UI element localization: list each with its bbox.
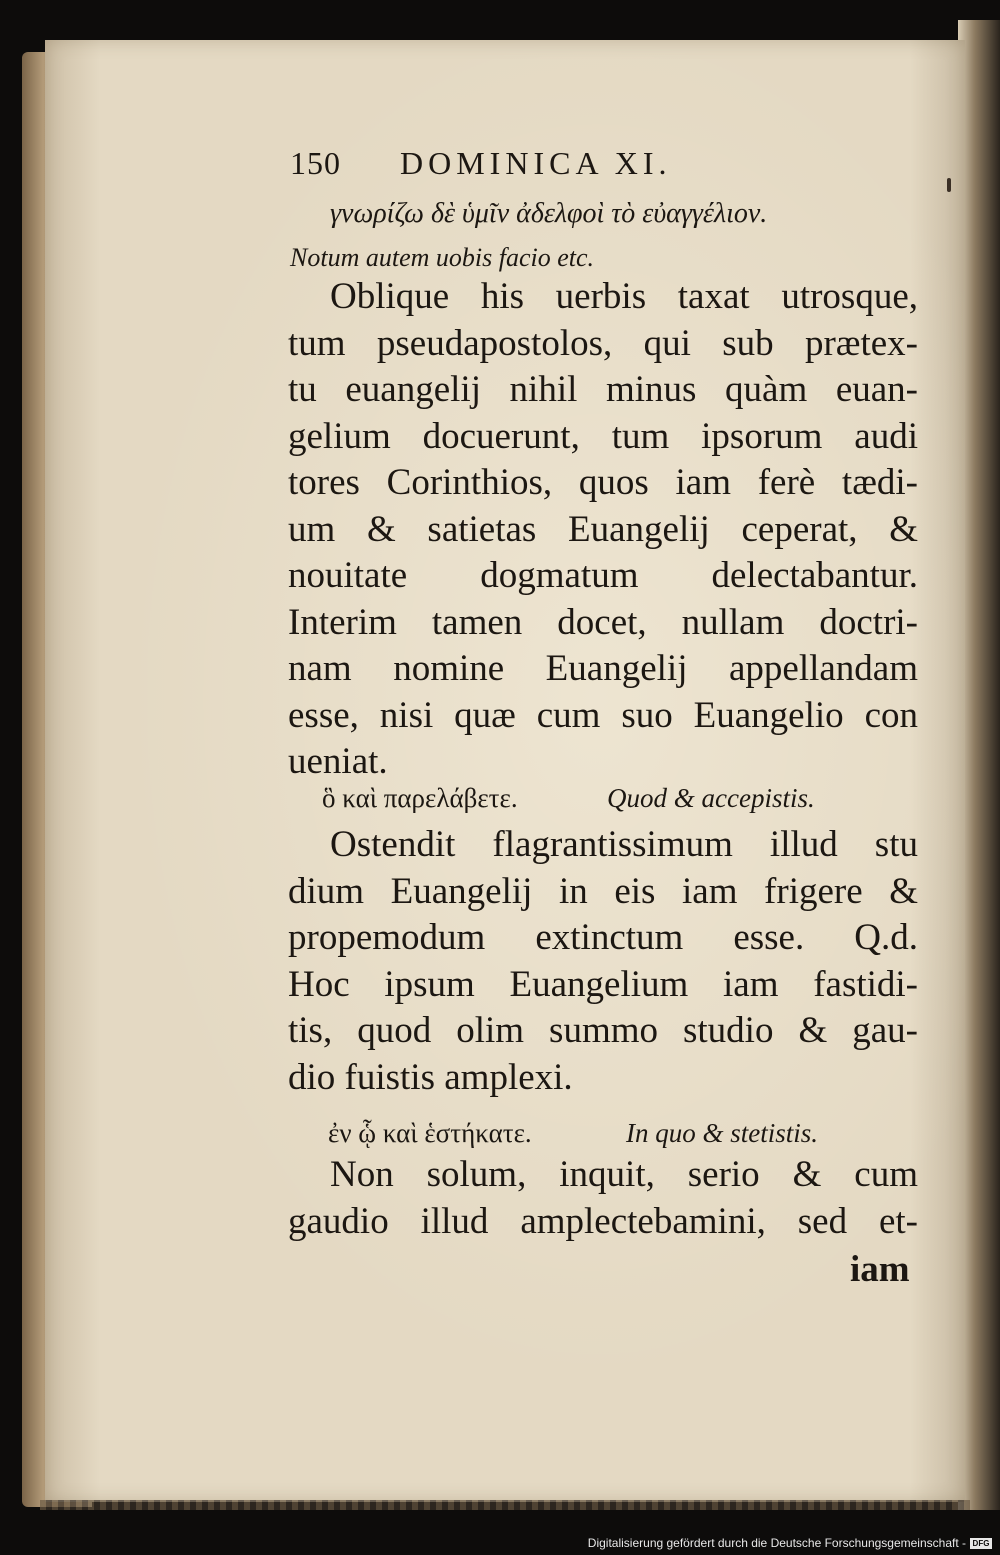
paragraph-3 <box>288 1152 918 1245</box>
text-line: tis, quod olim summo studio & gau- <box>288 1010 918 1051</box>
text-line: propemodum extinctum esse. Q.d. <box>288 917 918 958</box>
text-line: nouitate dogmatum delectabantur. <box>288 555 918 596</box>
page-bottom-edge <box>40 1500 970 1510</box>
running-title: DOMINICA XI. <box>400 145 672 181</box>
text-line: dium Euangelij in eis iam frigere & <box>288 870 918 912</box>
dfg-logo: DFG <box>970 1538 992 1549</box>
lemma-1 <box>322 783 815 814</box>
text-line: ueniat. <box>288 741 388 782</box>
text-line: tum pseudapostolos, qui sub prætex- <box>288 322 918 364</box>
ink-mark <box>947 178 951 192</box>
text-line: Interim tamen docet, nullam doctri- <box>288 601 918 643</box>
text-line: esse, nisi quæ cum suo Euangelio con <box>288 694 918 736</box>
text-line: tu euangelij nihil minus quàm euan- <box>288 369 918 410</box>
text-line: nam nomine Euangelij appellandam <box>288 648 918 689</box>
page-header <box>290 145 920 189</box>
paragraph-1 <box>288 274 918 786</box>
catchword: iam <box>850 1249 910 1290</box>
paragraph-2 <box>288 822 918 1101</box>
text-line: um & satietas Euangelij ceperat, & <box>288 508 918 550</box>
text-line: Oblique his uerbis taxat utrosque, <box>330 276 918 317</box>
text-line: Ostendit flagrantissimum illud stu <box>330 824 918 865</box>
greek-verse-heading: γνωρίζω δὲ ὑμῖν ἀδελφοὶ τὸ εὐαγγέλιον. <box>330 198 768 229</box>
text-line: Hoc ipsum Euangelium iam fastidi- <box>288 963 918 1005</box>
text-line: Non solum, inquit, serio & cum <box>330 1154 918 1195</box>
lemma-latin: Quod & accepistis. <box>607 783 815 813</box>
page-number: 150 <box>290 145 341 181</box>
lemma-greek: ἐν ᾧ καὶ ἑστήκατε. <box>328 1118 532 1148</box>
lemma-2 <box>328 1118 818 1149</box>
latin-verse-heading: Notum autem uobis facio etc. <box>290 243 595 272</box>
text-line: gelium docuerunt, tum ipsorum audi <box>288 415 918 457</box>
text-line: tores Corinthios, quos iam ferè tædi- <box>288 462 918 503</box>
digitization-credit <box>588 1536 992 1550</box>
lemma-greek: ὃ καὶ παρελάβετε. <box>322 783 518 813</box>
text-line: dio fuistis amplexi. <box>288 1056 573 1098</box>
credit-text: Digitalisierung gefördert durch die Deutsche Forschungsgemeinschaft - <box>587 1536 966 1550</box>
lemma-latin: In quo & stetistis. <box>626 1118 819 1148</box>
text-line: gaudio illud amplectebamini, sed et- <box>288 1200 918 1242</box>
